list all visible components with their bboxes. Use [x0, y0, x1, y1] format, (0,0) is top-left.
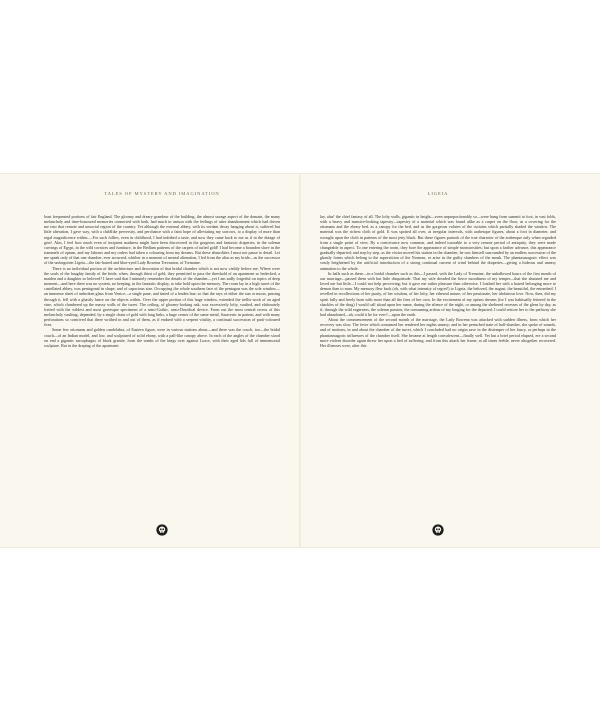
left-page-body [44, 214, 280, 514]
skull-icon [156, 524, 168, 536]
book-spread [0, 173, 600, 548]
right-paragraph-2: In halls such as these—in a bridal chamber such as this—I passed, with the Lady of Tremaine, the unhallowed hours of the first month of our marriage—passed them with but little disquietude. That my wife dreaded the fierce moodiness of my temper—that she shunned me and loved me but little—I could not help perceiving; but it gave me rather pleasure than otherwise. I loathed her with a hatred belonging more to demon than to man. My memory flew back (oh, with what intensity of regret!) to Ligeia, the beloved, the august, the beautiful, the entombed. I revelled in recollections of her purity, of her wisdom, of her lofty, her ethereal nature, of her passionate, her idolatrous love. Now, then, did my spirit fully and freely burn with more than all the fires of her own. In the excitement of my opium dreams (for I was habitually fettered in the shackles of the drug) I would call aloud upon her name, during the silence of the night, or among the sheltered recesses of the glens by day, as if, through the wild eagerness, the solemn passion, the consuming ardour of my longing for the departed, I could restore her to the pathway she had abandoned—ah, could it be for ever?—upon the earth. [320, 270, 556, 317]
left-paragraph-1: least frequented portions of fair England. The gloomy and dreary grandeur of the building, the almost savage aspect of the domain, the many melancholy and time-honoured memories connected with both, had much in unison with the feelings of utter abandonment which had driven me into that remote and unsocial region of the country. Yet although the external abbey, with its verdant decay hanging about it, suffered but little alteration, I gave way, with a childlike perversity, and perchance with a faint hope of alleviating my sorrows, to a display of more than regal magnificence within.—For such follies, even in childhood, I had imbibed a taste, and now they came back to me as if in the dotage of grief. Alas, I feel how much even of incipient madness might have been discovered in the gorgeous and fantastic draperies, in the solemn carvings of Egypt, in the wild cornices and furniture, in the Bedlam patterns of the carpets of tufted gold! I had become a bounden slave in the trammels of opium, and my labours and my orders had taken a colouring from my dreams. But these absurdities I must not pause to detail. Let me speak only of that one chamber, ever accursed, whither in a moment of mental alienation, I led from the altar as my bride—as the successor of the unforgotten Ligeia—the fair-haired and blue-eyed Lady Rowena Trevanion, of Tremaine. [44, 214, 280, 266]
right-page [320, 174, 556, 547]
book-gutter [299, 174, 301, 547]
right-paragraph-1: lay, alas! the chief fantasy of all. The lofty walls, gigantic in height—even unproportionably so—were hung from summit to foot, in vast folds, with a heavy and massive-looking tapestry—tapestry of a material which was found alike as a carpet on the floor, as a covering for the ottomans and the ebony bed, as a canopy for the bed, and as the gorgeous volutes of the curtains which partially shaded the window. The material was the richest cloth of gold. It was spotted all over, at irregular intervals, with arabesque figures, about a foot in diameter, and wrought upon the cloth in patterns of the most jetty black. But these figures partook of the true character of the arabesque only when regarded from a single point of view. By a contrivance now common, and indeed traceable to a very remote period of antiquity, they were made changeable in aspect. To one entering the room, they bore the appearance of simple monstrosities; but upon a farther advance, this appearance gradually departed; and step by step, as the visitor moved his station in the chamber, he saw himself surrounded by an endless succession of the ghastly forms which belong to the superstition of the Norman, or arise in the guilty slumbers of the monk. The phantasmagoric effect was vastly heightened by the artificial introduction of a strong continual current of wind behind the draperies—giving a hideous and uneasy animation to the whole. [320, 214, 556, 271]
right-page-body [320, 214, 556, 514]
left-paragraph-3: Some few ottomans and golden candelabra, of Eastern figure, were in various stations about—and there was the couch, too—the bridal couch—of an Indian model, and low, and sculptured of solid ebony, with a pall-like canopy above. In each of the angles of the chamber stood on end a gigantic sarcophagus of black granite, from the tombs of the kings over against Luxor, with their aged lids full of immemorial sculpture. But in the draping of the apartment [44, 327, 280, 348]
left-page [44, 174, 280, 547]
running-head-left: TALES OF MYSTERY AND IMAGINATION [104, 191, 220, 196]
left-paragraph-2: There is no individual portion of the architecture and decoration of that bridal chamber which is not now visibly before me. Where were the souls of the haughty family of the bride, when, through thirst of gold, they permitted to pass the threshold of an apartment so bedecked, a maiden and a daughter so beloved? I have said that I minutely remember the details of the chamber—yet I am sadly forgetful on topics of deep moment—and here there was no system, no keeping, in the fantastic display, to take hold upon the memory. The room lay in a high turret of the castellated abbey, was pentagonal in shape, and of capacious size. Occupying the whole southern face of the pentagon was the sole window—an immense sheet of unbroken glass from Venice—a single pane, and tinted of a leaden hue, so that the rays of either the sun or moon, passing through it, fell with a ghastly lustre on the objects within. Over the upper portion of this huge window, extended the trellis-work of an aged vine, which clambered up the massy walls of the turret. The ceiling, of gloomy-looking oak, was excessively lofty, vaulted, and elaborately fretted with the wildest and most grotesque specimens of a semi-Gothic, semi-Druidical device. From out the most central recess of this melancholy vaulting, depended, by a single chain of gold with long links, a huge censer of the same metal, Saracenic in pattern, and with many perforations so contrived that there writhed in and out of them, as if endued with a serpent vitality, a continual succession of parti-coloured fires. [44, 265, 280, 328]
running-head-right: LIGEIA [427, 191, 449, 196]
skull-icon [432, 524, 444, 536]
right-paragraph-3: About the commencement of the second month of the marriage, the Lady Rowena was attacked with sudden illness, from which her recovery was slow. The fever which consumed her rendered her nights uneasy; and in her perturbed state of half-slumber, she spoke of sounds, and of motions, in and about the chamber of the turret, which I concluded had no origin save in the distemper of her fancy, or perhaps in the phantasmagoric influences of the chamber itself. She became at length convalescent—finally well. Yet but a brief period elapsed, ere a second more violent disorder again threw her upon a bed of suffering; and from this attack her frame, at all times feeble, never altogether recovered. Her illnesses were, after this [320, 317, 556, 348]
